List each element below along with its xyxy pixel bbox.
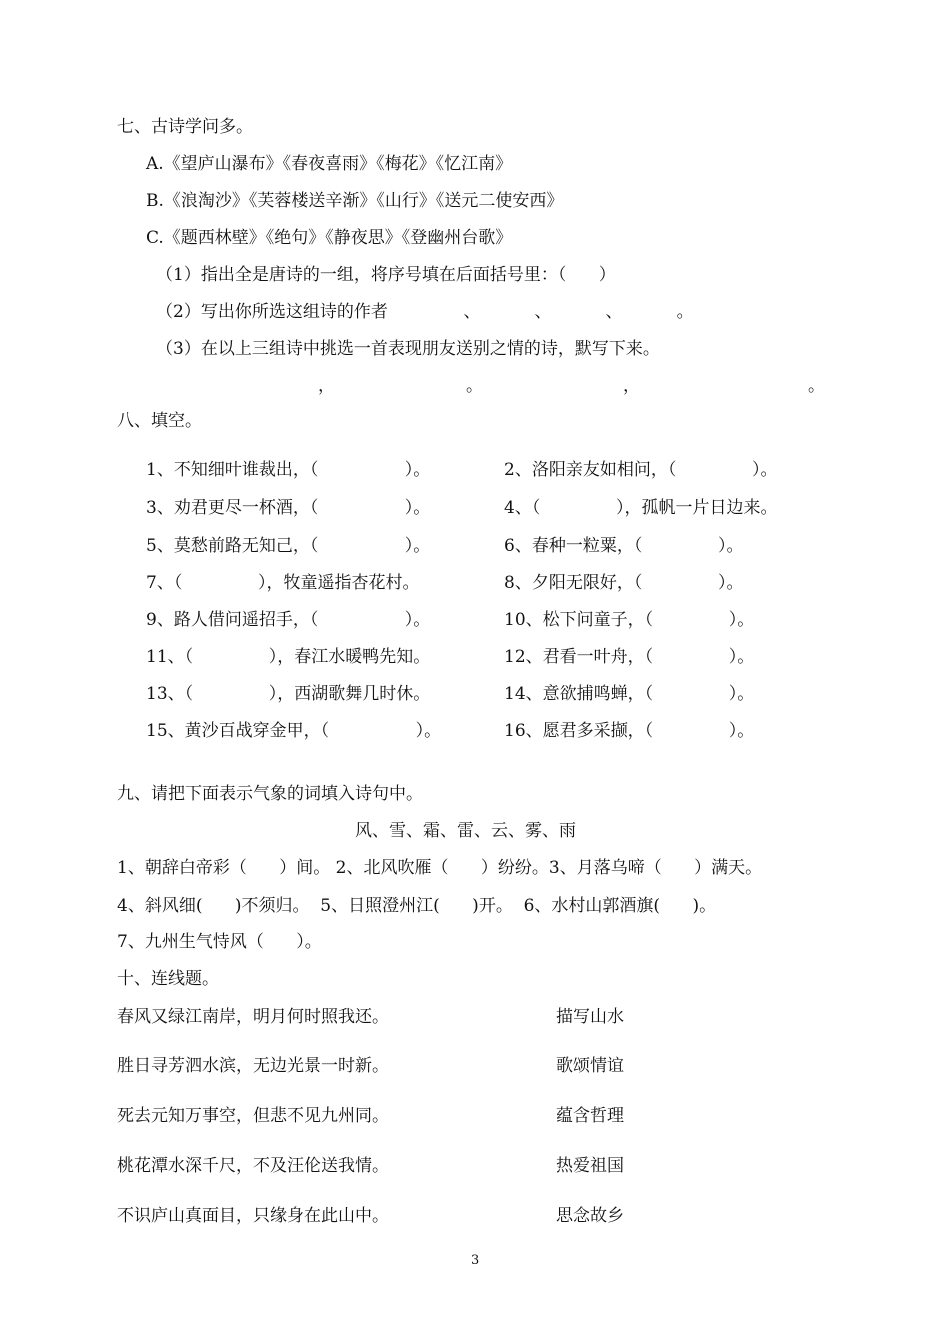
fill-item-16: 16、愿君多采撷，（ ）。 [504, 721, 755, 741]
fill-item-14: 14、意欲捕鸣蝉，（ ）。 [504, 684, 755, 704]
fill-item-13: 13、（ ），西湖歌舞几时休。 [146, 684, 431, 704]
option-c: C.《题西林壁》《绝句》《静夜思》《登幽州台歌》 [146, 228, 513, 248]
question-2: （2）写出你所选这组诗的作者 、 、 、 。 [156, 302, 694, 322]
weather-line-3: 7、九州生气恃风（ ）。 [117, 932, 322, 952]
section-8-heading: 八、填空。 [117, 411, 202, 431]
fill-item-9: 9、路人借问遥招手，（ ）。 [146, 610, 431, 630]
fill-item-10: 10、松下问童子，（ ）。 [504, 610, 755, 630]
option-a: A.《望庐山瀑布》《春夜喜雨》《梅花》《忆江南》 [146, 154, 513, 174]
weather-line-1: 1、朝辞白帝彩（ ）间。 2、北风吹雁（ ）纷纷。3、月落乌啼（ ）满天。 [117, 858, 763, 878]
poem-line-3: 死去元知万事空，但悲不见九州同。 [117, 1106, 389, 1126]
theme-5: 思念故乡 [556, 1206, 624, 1226]
fill-item-5: 5、莫愁前路无知己，（ ）。 [146, 536, 431, 556]
fill-item-12: 12、君看一叶舟，（ ）。 [504, 647, 755, 667]
poem-line-4: 桃花潭水深千尺，不及汪伦送我情。 [117, 1156, 389, 1176]
theme-4: 热爱祖国 [556, 1156, 624, 1176]
fill-item-4: 4、（ ），孤帆一片日边来。 [504, 498, 778, 518]
question-1: （1）指出全是唐诗的一组，将序号填在后面括号里：（ ） [156, 265, 616, 285]
fill-item-6: 6、春种一粒粟，（ ）。 [504, 536, 744, 556]
answer-period-2: 。 [808, 376, 825, 396]
fill-item-2: 2、洛阳亲友如相问，（ ）。 [504, 460, 778, 480]
answer-comma-1: ， [318, 376, 335, 396]
option-b: B.《浪淘沙》《芙蓉楼送辛渐》《山行》《送元二使安西》 [146, 191, 564, 211]
word-bank: 风、雪、霜、雷、云、雾、雨 [355, 821, 576, 841]
fill-item-8: 8、夕阳无限好，（ ）。 [504, 573, 744, 593]
page-number: 3 [471, 1253, 480, 1268]
section-9-heading: 九、请把下面表示气象的词填入诗句中。 [117, 784, 423, 804]
answer-period-1: 。 [466, 376, 483, 396]
theme-2: 歌颂情谊 [556, 1056, 624, 1076]
theme-1: 描写山水 [556, 1007, 624, 1027]
fill-item-11: 11、（ ），春江水暖鸭先知。 [146, 647, 431, 667]
theme-3: 蕴含哲理 [556, 1106, 624, 1126]
poem-line-1: 春风又绿江南岸，明月何时照我还。 [117, 1007, 389, 1027]
fill-item-1: 1、不知细叶谁裁出，（ ）。 [146, 460, 431, 480]
section-7-heading: 七、古诗学问多。 [117, 117, 253, 137]
answer-comma-2: ， [623, 376, 640, 396]
section-10-heading: 十、连线题。 [117, 969, 219, 989]
fill-item-7: 7、（ ），牧童遥指杏花村。 [146, 573, 420, 593]
weather-line-2: 4、斜风细( )不须归。 5、日照澄州江( )开。 6、水村山郭酒旗( )。 [117, 896, 717, 916]
question-3: （3）在以上三组诗中挑选一首表现朋友送别之情的诗，默写下来。 [156, 339, 660, 359]
fill-item-3: 3、劝君更尽一杯酒，（ ）。 [146, 498, 431, 518]
poem-line-5: 不识庐山真面目，只缘身在此山中。 [117, 1206, 389, 1226]
poem-line-2: 胜日寻芳泗水滨，无边光景一时新。 [117, 1056, 389, 1076]
fill-item-15: 15、黄沙百战穿金甲，（ ）。 [146, 721, 442, 741]
